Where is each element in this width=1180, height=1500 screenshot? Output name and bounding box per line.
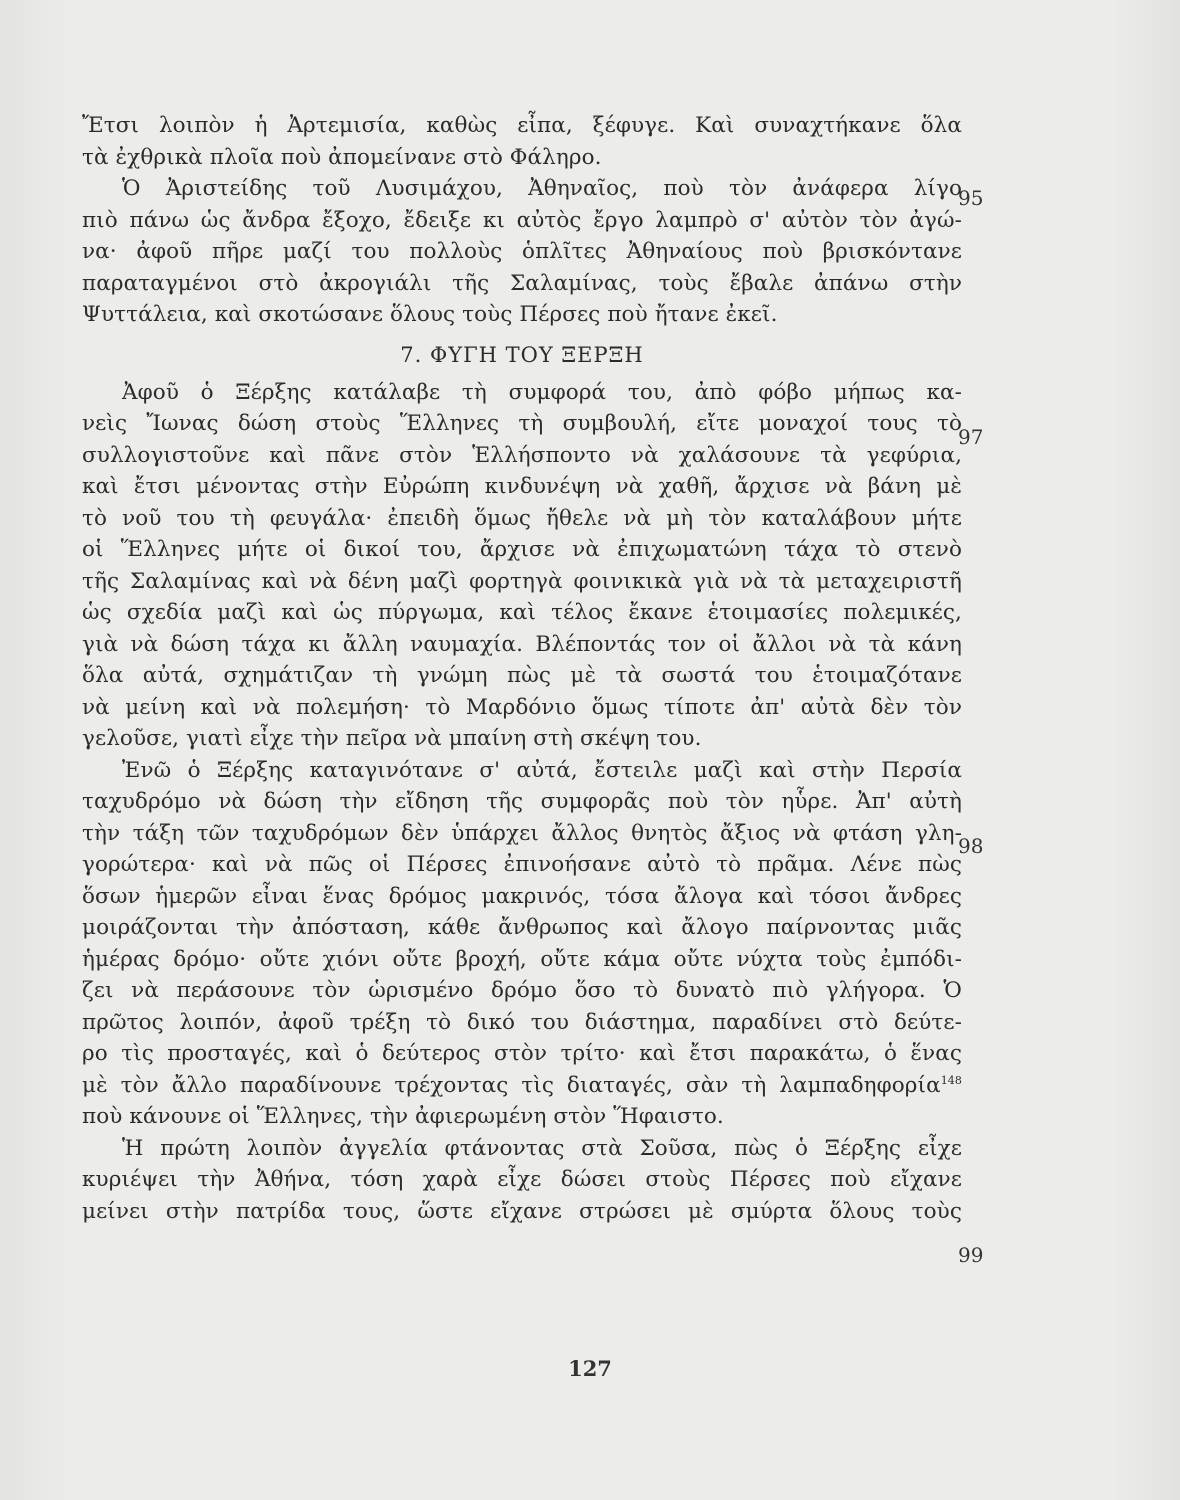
text-line: Ἡ πρώτη λοιπὸν ἀγγελία φτάνοντας στὰ Σοῦσα, πὼς ὁ Ξέρξης εἶχε <box>122 1135 962 1161</box>
text-line: ρο τὶς προσταγές, καὶ ὁ δεύτερος στὸν τρίτο· καὶ ἔτσι παρακάτω, ὁ ἕνας <box>82 1041 962 1066</box>
margin-number: 99 <box>958 1243 984 1267</box>
text-line: μοιράζονται τὴν ἀπόσταση, κάθε ἄνθρωπος καὶ ἄλογο παίρνοντας μιᾶς <box>82 915 962 940</box>
text-line: Ψυττάλεια, καὶ σκοτώσανε ὅλους τοὺς Πέρσες ποὺ ἤτανε ἐκεῖ. <box>82 302 778 327</box>
text-line: τὴν τάξη τῶν ταχυδρόμων δὲν ὑπάρχει ἄλλος θνητὸς ἄξιος νὰ φτάση γλη- <box>82 820 962 846</box>
text-line-with-footnote <box>82 1070 962 1102</box>
margin-number: 95 <box>958 186 984 210</box>
text-line: ἡμέρας δρόμο· οὔτε χιόνι οὔτε βροχή, οὔτε κάμα οὔτε νύχτα τοὺς ἐμπόδι- <box>82 946 962 972</box>
text-line: ζει νὰ περάσουνε τὸν ὡρισμένο δρόμο ὅσο τὸ δυνατὸ πιὸ γλήγορα. Ὁ <box>82 978 962 1003</box>
text-line: γελοῦσε, γιατὶ εἶχε τὴν πεῖρα νὰ μπαίνη στὴ σκέψη του. <box>82 726 702 751</box>
text-line: Ἀφοῦ ὁ Ξέρξης κατάλαβε τὴ συμφορά του, ἀπὸ φόβο μήπως κα- <box>122 379 962 405</box>
text-line: συλλογιστοῦνε καὶ πᾶνε στὸν Ἑλλήσποντο νὰ χαλάσουνε τὰ γεφύρια, <box>82 442 962 468</box>
text-line-content: μὲ τὸν ἄλλο παραδίνουνε τρέχοντας τὶς διαταγές, σὰν τὴ λαμπαδηφορία <box>82 1072 941 1098</box>
text-line: μείνει στὴν πατρίδα τους, ὥστε εἴχανε στρώσει μὲ σμύρτα ὅλους τοὺς <box>82 1198 962 1224</box>
text-line: τῆς Σαλαμίνας καὶ νὰ δένη μαζὶ φορτηγὰ φοινικικὰ γιὰ νὰ τὰ μεταχειριστῆ <box>82 568 962 594</box>
text-line: Ὁ Ἀριστείδης τοῦ Λυσιμάχου, Ἀθηναῖος, ποὺ τὸν ἀνάφερα λίγο <box>122 176 962 201</box>
text-line: Ἔτσι λοιπὸν ἡ Ἀρτεμισία, καθὼς εἶπα, ξέφυγε. Καὶ συναχτήκανε ὅλα <box>82 113 962 138</box>
text-line: ταχυδρόμο νὰ δώση τὴν εἴδηση τῆς συμφορᾶς ποὺ τὸν ηὗρε. Ἀπ' αὐτὴ <box>82 789 962 814</box>
text-line: νεὶς Ἴωνας δώση στοὺς Ἕλληνες τὴ συμβουλή, εἴτε μοναχοί τους τὸ <box>82 411 962 436</box>
text-line: τὸ νοῦ του τὴ φευγάλα· ἐπειδὴ ὅμως ἤθελε νὰ μὴ τὸν καταλάβουν μήτε <box>82 505 962 531</box>
text-line: πρῶτος λοιπόν, ἀφοῦ τρέξη τὸ δικό του διάστημα, παραδίνει στὸ δεύτε- <box>82 1009 962 1035</box>
margin-number: 97 <box>958 425 984 449</box>
text-line: νὰ μείνη καὶ νὰ πολεμήση· τὸ Μαρδόνιο ὅμως τίποτε ἀπ' αὐτὰ δὲν τὸν <box>82 694 962 720</box>
text-line: παραταγμένοι στὸ ἀκρογιάλι τῆς Σαλαμίνας, τοὺς ἔβαλε ἀπάνω στὴν <box>82 270 962 296</box>
text-line: Ἐνῶ ὁ Ξέρξης καταγινότανε σ' αὐτά, ἔστειλε μαζὶ καὶ στὴν Περσία <box>122 757 962 783</box>
text-line: πιὸ πάνω ὡς ἄνδρα ἔξοχο, ἔδειξε κι αὐτὸς ἔργο λαμπρὸ σ' αὐτὸν τὸν ἀγώ- <box>82 207 962 233</box>
text-line: ὅσων ἡμερῶν εἶναι ἕνας δρόμος μακρινός, τόσα ἄλογα καὶ τόσοι ἄνδρες <box>82 883 962 909</box>
text-line: οἱ Ἕλληνες μήτε οἱ δικοί του, ἄρχισε νὰ ἐπιχωματώνη τάχα τὸ στενὸ <box>82 537 962 562</box>
text-line: ὡς σχεδία μαζὶ καὶ ὡς πύργωμα, καὶ τέλος ἔκανε ἑτοιμασίες πολεμικές, <box>82 600 962 625</box>
text-line: γορώτερα· καὶ νὰ πῶς οἱ Πέρσες ἐπινοήσανε αὐτὸ τὸ πρᾶμα. Λένε πὼς <box>82 852 962 877</box>
section-heading: 7. ΦΥΓΗ ΤΟΥ ΞΕΡΞΗ <box>400 342 644 367</box>
text-line: γιὰ νὰ δώση τάχα κι ἄλλη ναυμαχία. Βλέποντάς τον οἱ ἄλλοι νὰ τὰ κάνη <box>82 631 962 657</box>
margin-number: 98 <box>958 834 984 858</box>
text-line: κυριέψει τὴν Ἀθήνα, τόση χαρὰ εἶχε δώσει στοὺς Πέρσες ποὺ εἴχανε <box>82 1167 962 1192</box>
text-line: να· ἀφοῦ πῆρε μαζί του πολλοὺς ὁπλῖτες Ἀθηναίους ποὺ βρισκόντανε <box>82 239 962 264</box>
footnote-reference: 148 <box>940 1073 962 1087</box>
page-number: 127 <box>568 1356 612 1381</box>
text-line: τὰ ἐχθρικὰ πλοῖα ποὺ ἀπομείνανε στὸ Φάληρο. <box>82 144 602 170</box>
text-block <box>82 110 962 1227</box>
text-line: ποὺ κάνουνε οἱ Ἕλληνες, τὴν ἀφιερωμένη στὸν Ἥφαιστο. <box>82 1104 724 1129</box>
text-line: ὅλα αὐτά, σχημάτιζαν τὴ γνώμη πὼς μὲ τὰ σωστά του ἑτοιμαζότανε <box>82 663 962 688</box>
text-line: καὶ ἔτσι μένοντας στὴν Εὐρώπη κινδυνέψη νὰ χαθῆ, ἄρχισε νὰ βάνη μὲ <box>82 474 962 499</box>
